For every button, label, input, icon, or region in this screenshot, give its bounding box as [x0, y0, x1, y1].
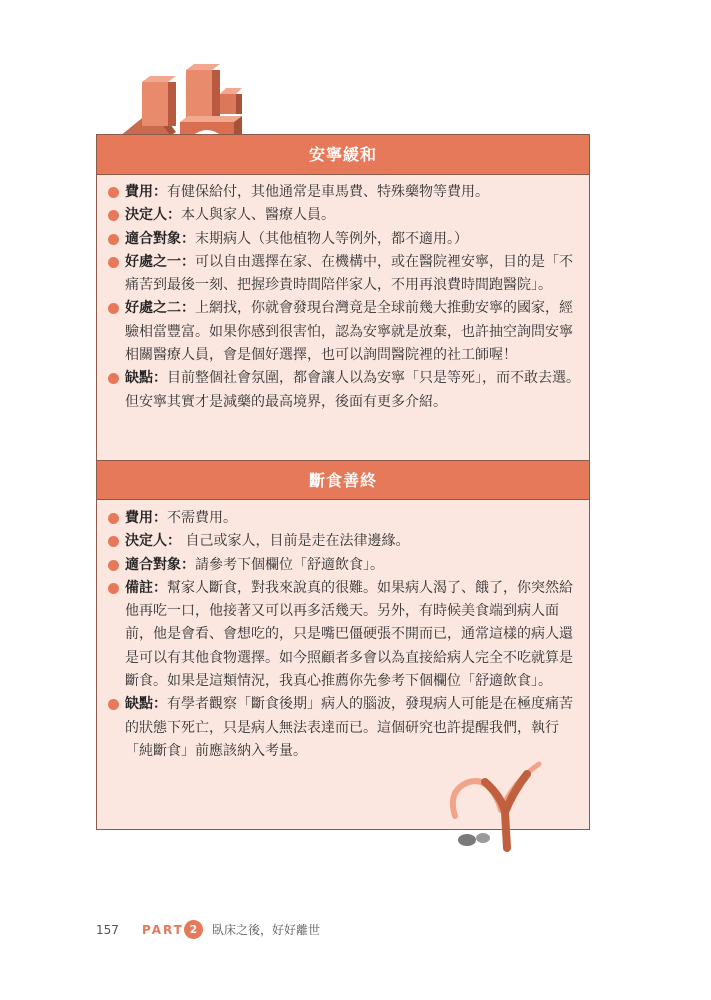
- bullet-dot-icon: [108, 234, 119, 245]
- chapter-title: 臥床之後，好好離世: [212, 923, 321, 937]
- bullet-dot-icon: [108, 560, 119, 571]
- list-item: 好處之二：上網找，你就會發現台灣竟是全球前幾大推動安寧的國家，經驗相當豐富。如果你感到很害怕，認為安寧就是放棄，也許抽空詢問安寧相關醫療人員，會是個好選擇，也可以詢問醫院裡的社工師喔！: [107, 297, 585, 367]
- section-title-fasting: 斷食善終: [97, 460, 589, 500]
- part-number-badge: 2: [184, 920, 203, 939]
- list-item: 適合對象：末期病人（其他植物人等例外，都不適用。）: [107, 228, 585, 251]
- list-item: 備註：幫家人斷食，對我來說真的很難。如果病人渴了、餓了，你突然給他再吃一口，他接著又可以再多活幾天。另外，有時候美食端到病人面前，他是會看、會想吃的，只是嘴巴僵硬張不開而已，通常這樣的病人還是可以有其他食物選擇。如今照顧者多會以為直接給病人完全不吃就算是斷食。如果是這類情況，我真心推薦你先參考下個欄位「舒適飲食」。: [107, 577, 585, 693]
- list-item: 費用：不需費用。: [107, 507, 585, 530]
- list-item: 好處之一：可以自由選擇在家、在機構中，或在醫院裡安寧，目的是「不痛苦到最後一刻、把握珍貴時間陪伴家人，不用再浪費時間跑醫院」。: [107, 251, 585, 298]
- list-item: 費用：有健保給付，其他通常是車馬費、特殊藥物等費用。: [107, 181, 585, 204]
- list-item: 缺點：目前整個社會氛圍，都會讓人以為安寧「只是等死」，而不敢去選。但安寧其實才是減藥的最高境界，後面有更多介紹。: [107, 367, 585, 414]
- list-item: 適合對象：請參考下個欄位「舒適飲食」。: [107, 554, 585, 577]
- bullet-dot-icon: [108, 187, 119, 198]
- bullet-dot-icon: [108, 583, 119, 594]
- list-item: 缺點：有學者觀察「斷食後期」病人的腦波，發現病人可能是在極度痛苦的狀態下死亡，只是病人無法表達而已。這個研究也許提醒我們，執行「純斷食」前應該納入考量。: [107, 693, 585, 763]
- section-title-palliative: 安寧緩和: [97, 135, 589, 175]
- part-label: PART: [142, 923, 184, 937]
- fasting-list: [107, 507, 585, 763]
- bullet-dot-icon: [108, 536, 119, 547]
- slingshot-illustration: [443, 752, 553, 852]
- bullet-dot-icon: [108, 257, 119, 268]
- page-number: 157: [96, 923, 119, 937]
- palliative-list: [107, 181, 585, 414]
- bullet-dot-icon: [108, 699, 119, 710]
- list-item: 決定人： 自己或家人，目前是走在法律邊緣。: [107, 530, 585, 553]
- bullet-dot-icon: [108, 210, 119, 221]
- list-item: 決定人：本人與家人、醫療人員。: [107, 204, 585, 227]
- bullet-dot-icon: [108, 373, 119, 384]
- bullet-dot-icon: [108, 303, 119, 314]
- comparison-box: [96, 134, 590, 830]
- bullet-dot-icon: [108, 513, 119, 524]
